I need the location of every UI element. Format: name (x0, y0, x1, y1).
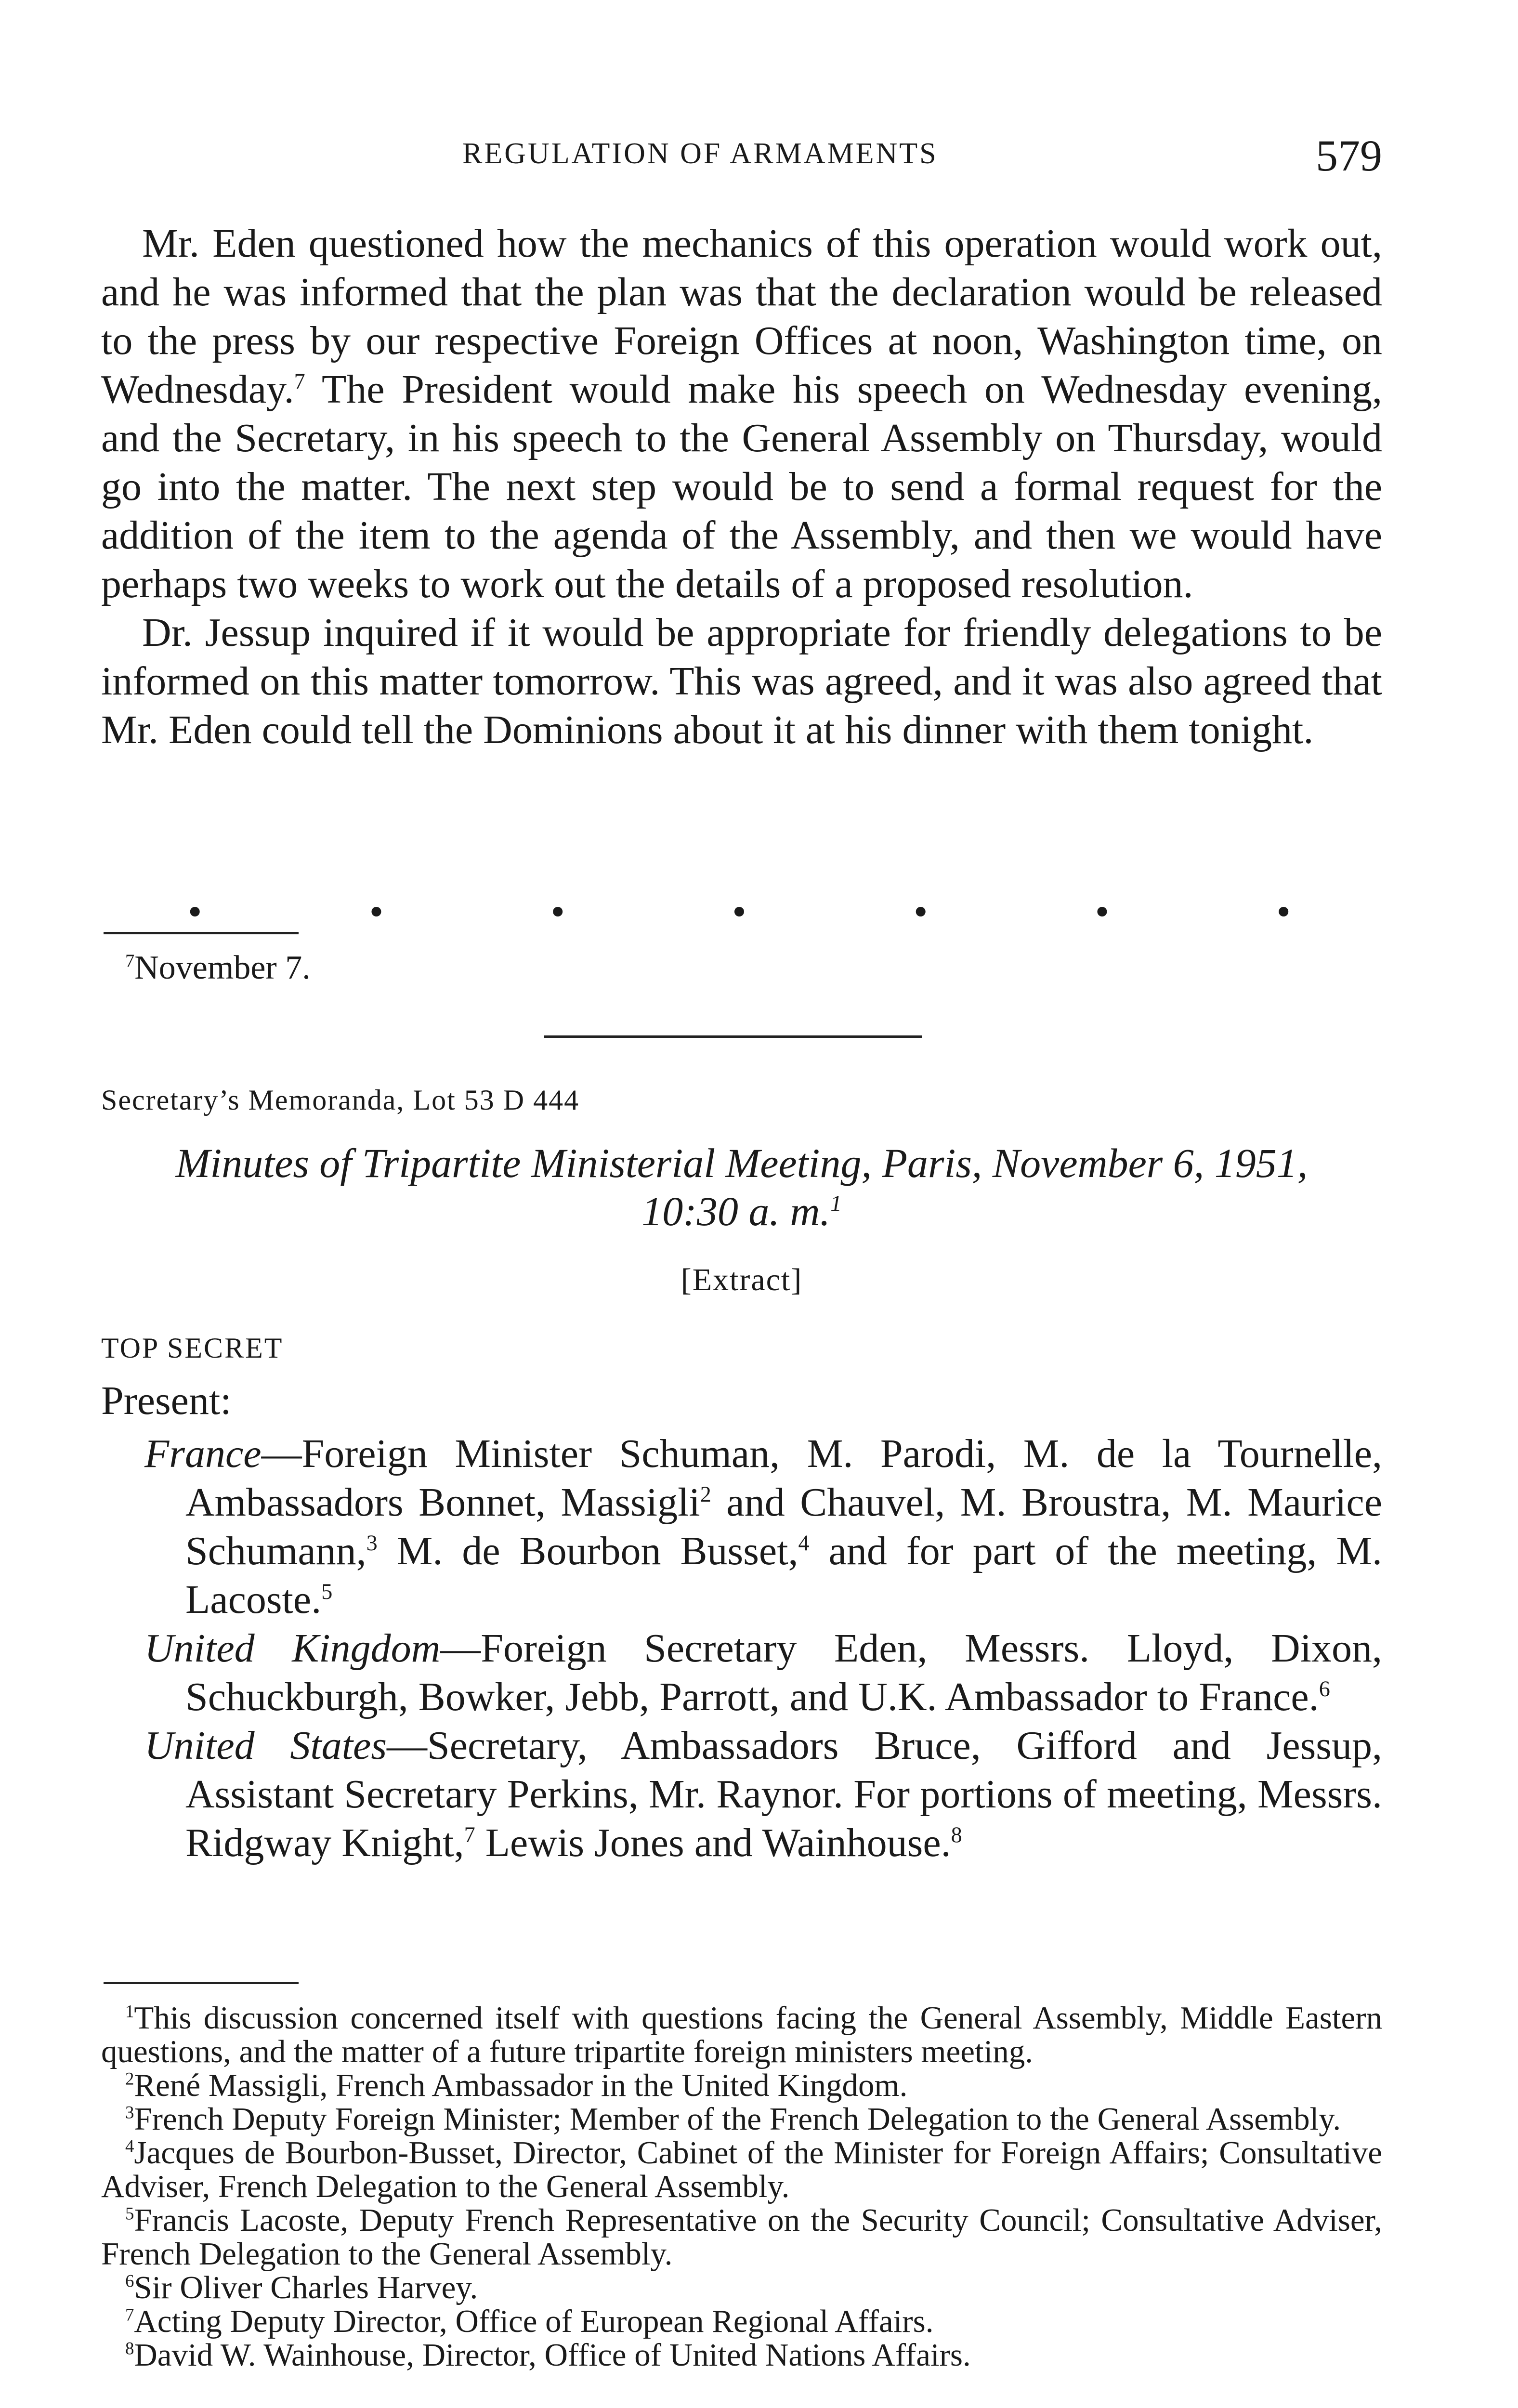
continued-text (101, 219, 1382, 754)
classification-label: TOP SECRET (101, 1332, 284, 1364)
footnote-mark: 2 (125, 2068, 134, 2089)
omission-dot: • (188, 890, 202, 934)
footnote-mark: 5 (125, 2203, 134, 2224)
footnote (101, 2203, 1382, 2271)
document-title-time (101, 1187, 1382, 1235)
paragraph-text: The President would make his speech on Wednesday evening, and the Secretary, in his speech to the General Assembly on Thursday, would go into the matter. The next step would be to send a formal request for the addition of the item to the agenda of the Assembly, and then we would have perhaps two weeks to work out the details of a proposed resolution. (101, 367, 1382, 606)
footnote (101, 2001, 1382, 2068)
footnote-mark: 4 (125, 2136, 134, 2156)
country-name: United Kingdom (144, 1626, 441, 1671)
participants-list (144, 1429, 1382, 1867)
footnote-mark: 8 (125, 2338, 134, 2358)
footnote-mark: 6 (125, 2271, 134, 2291)
footnote-text: David W. Wainhouse, Director, Office of United Nations Affairs. (134, 2337, 971, 2373)
footnote-rule (104, 1982, 299, 1984)
footnote-ref: 7 (294, 369, 305, 393)
footnote (101, 2304, 1382, 2338)
document-title-line: Minutes of Tripartite Ministerial Meeting, Paris, November 6, 1951, (175, 1140, 1308, 1186)
participants-united-states (144, 1721, 1382, 1867)
paragraph-text: Dr. Jessup inquired if it would be appropriate for friendly delegations to be informed on this matter tomorrow. This was agreed, and it was also agreed that Mr. Eden could tell the Dominions about it at his dinner with them tonight. (101, 610, 1382, 752)
participants-france (144, 1429, 1382, 1624)
participant-names: M. de Bourbon Busset, (377, 1529, 798, 1573)
omission-dot: • (369, 890, 384, 934)
footnote-text: Jacques de Bourbon-Busset, Director, Cabinet of the Minister for Foreign Affairs; Consultative Adviser, French Delegation to the General Assembly. (101, 2135, 1382, 2204)
footnote (101, 2271, 1382, 2304)
omission-dot: • (1276, 890, 1291, 934)
omission-dot: • (1095, 890, 1110, 934)
omission-dot: • (914, 890, 928, 934)
country-name: United States (144, 1723, 387, 1768)
footnotes (101, 2001, 1382, 2372)
omission-dots (101, 889, 1382, 934)
present-label: Present: (101, 1378, 232, 1423)
footnote-ref: 7 (464, 1822, 475, 1847)
footnote-ref: 8 (951, 1822, 962, 1847)
source-citation: Secretary’s Memoranda, Lot 53 D 444 (101, 1084, 580, 1116)
footnote-mark: 3 (125, 2102, 134, 2122)
footnote-ref: 6 (1319, 1676, 1330, 1701)
paragraph-text: Mr. Eden questioned how the mechanics of this operation would work out, and he was informed that the plan was that the declaration would be released to the press by our respective Foreign Offices at noon, Washington time, on Wednesday. (101, 221, 1382, 412)
footnote (101, 2338, 1382, 2372)
omission-dot: • (550, 890, 565, 934)
footnote-rule (104, 932, 299, 934)
running-title: REGULATION OF ARMAMENTS (462, 137, 938, 170)
omission-dot: • (732, 890, 746, 934)
page-header (101, 130, 1382, 183)
footnote-text: Francis Lacoste, Deputy French Representative on the Security Council; Consultative Adviser, French Delegation to the General Assembly. (101, 2202, 1382, 2272)
participant-names: and Chauvel, M. Broustra, M. Maurice Schumann, (185, 1480, 1382, 1573)
footnote-mark: 7 (125, 951, 135, 971)
paragraph-eden-mechanics (101, 219, 1382, 608)
document-title-line: 10:30 a. m. (641, 1188, 831, 1234)
participant-names: —Foreign Secretary Eden, Messrs. Lloyd, Dixon, Schuckburgh, Bowker, Jebb, Parrott, and U.K. Ambassador to France. (185, 1626, 1382, 1719)
participant-names: —Foreign Minister Schuman, M. Parodi, M. de la Tournelle, Ambassadors Bonnet, Massigli (185, 1431, 1382, 1525)
footnote-text: Sir Oliver Charles Harvey. (134, 2270, 478, 2305)
footnote-text: November 7. (134, 949, 311, 986)
footnote-ref: 1 (830, 1191, 842, 1217)
country-name: France (144, 1431, 262, 1476)
footnote-ref: 4 (798, 1531, 810, 1555)
footnote (101, 2136, 1382, 2203)
section-divider (544, 1035, 922, 1038)
footnote (101, 2102, 1382, 2136)
footnote-ref: 3 (366, 1531, 378, 1555)
footnote-text: French Deputy Foreign Minister; Member of the French Delegation to the General Assembly. (134, 2101, 1341, 2137)
footnote (101, 2068, 1382, 2102)
participant-names: and for part of the meeting, M. Lacoste. (185, 1529, 1383, 1622)
footnote-ref: 5 (321, 1579, 333, 1604)
participant-names: —Secretary, Ambassadors Bruce, Gifford and Jessup, Assistant Secretary Perkins, Mr. Raynor. For portions of meeting, Messrs. Ridgway Knight, (185, 1723, 1382, 1865)
document-title (101, 1139, 1382, 1235)
footnote-text: Acting Deputy Director, Office of European Regional Affairs. (134, 2303, 934, 2339)
footnote-mark: 1 (125, 2001, 134, 2021)
participants-united-kingdom (144, 1624, 1382, 1721)
footnote-mark: 7 (125, 2304, 134, 2325)
participant-names: Lewis Jones and Wainhouse. (475, 1820, 951, 1865)
page-number: 579 (1316, 131, 1382, 180)
extract-label: [Extract] (680, 1262, 803, 1297)
footnote-7-top (125, 951, 1377, 985)
footnote-ref: 2 (700, 1482, 711, 1506)
footnote-text: René Massigli, French Ambassador in the United Kingdom. (134, 2068, 908, 2103)
paragraph-jessup (101, 608, 1382, 754)
footnote-text: This discussion concerned itself with questions facing the General Assembly, Middle Eastern questions, and the matter of a future tripartite foreign ministers meeting. (101, 2000, 1382, 2069)
